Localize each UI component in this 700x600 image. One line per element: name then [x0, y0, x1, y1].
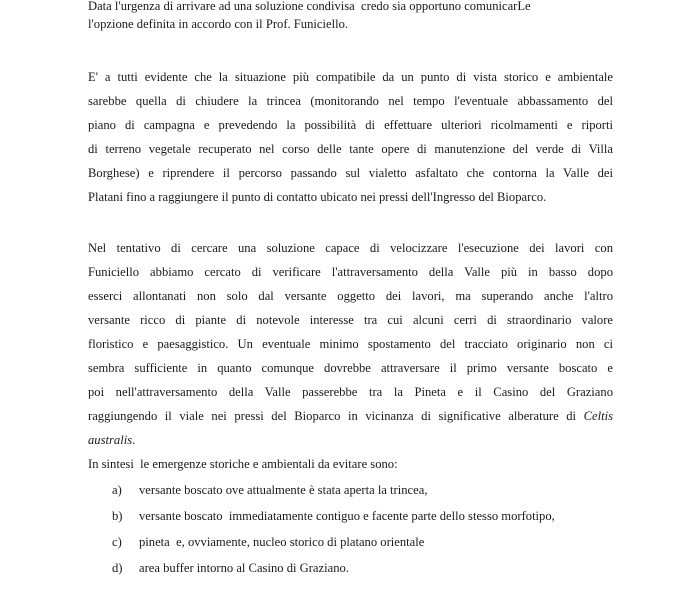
paragraph-2-line-2: sarebbe quella di chiudere la trincea (monitorando nel tempo l'eventuale abbassamento del — [88, 94, 613, 108]
paragraph-3-line-8-text: raggiungendo il viale nei pressi del Bioparco in vicinanza di significative alberature di — [88, 409, 577, 423]
paragraph-3-line-5: floristico e paesaggistico. Un eventuale minimo spostamento del tracciato originario non ci — [88, 337, 613, 351]
paragraph-3-line-9-tail: . — [132, 433, 136, 447]
list-item-text: versante boscato immediatamente contiguo e facente parte dello stesso morfotipo, — [139, 509, 555, 523]
species-epithet: australis — [88, 433, 133, 447]
paragraph-3-line-2: Funiciello abbiamo cercato di verificare l'attraversamento della Valle più in basso dopo — [88, 265, 613, 279]
paragraph-2-line-1: E' a tutti evidente che la situazione più compatibile da un punto di vista storico e ambientale — [88, 70, 613, 84]
paragraph-2-line-5: Borghese) e riprendere il percorso passando sul vialetto asfaltato che contorna la Valle dei — [88, 166, 613, 180]
paragraph-3-line-8 — [88, 408, 613, 424]
paragraph-3-line-3: esserci allontanati non solo dal versante oggetto dei lavori, ma superando anche l'altro — [88, 289, 613, 303]
species-genus: Celtis — [583, 409, 613, 423]
paragraph-3-line-4: versante ricco di piante di notevole interesse tra cui alcuni cerri di straordinario valore — [88, 313, 613, 327]
paragraph-3-line-1: Nel tentativo di cercare una soluzione capace di velocizzare l'esecuzione dei lavori con — [88, 241, 613, 255]
paragraph-2-line-4: di terreno vegetale recuperato nel corso delle tante opere di manutenzione del verde di Villa — [88, 142, 613, 156]
list-marker: a) — [112, 483, 122, 497]
list-item-text: area buffer intorno al Casino di Graziano. — [139, 561, 349, 575]
paragraph-2-line-3: piano di campagna e prevedendo la possibilità di effettuare ulteriori ricolmamenti e riporti — [88, 118, 613, 132]
list-marker: d) — [112, 561, 123, 575]
list-item-text: pineta e, ovviamente, nucleo storico di platano orientale — [139, 535, 425, 549]
paragraph-3-line-9 — [88, 432, 135, 448]
summary-intro: In sintesi le emergenze storiche e ambientali da evitare sono: — [88, 457, 398, 471]
list-item-text: versante boscato ove attualmente è stata aperta la trincea, — [139, 483, 428, 497]
paragraph-2-line-6: Platani fino a raggiungere il punto di contatto ubicato nei pressi dell'Ingresso del Bioparco. — [88, 190, 547, 204]
paragraph-1-line-1: Data l'urgenza di arrivare ad una soluzione condivisa credo sia opportuno comunicarLe — [88, 0, 531, 13]
paragraph-3-line-7: poi nell'attraversamento della Valle passerebbe tra la Pineta e il Casino del Graziano — [88, 385, 613, 399]
list-marker: b) — [112, 509, 123, 523]
list-marker: c) — [112, 535, 122, 549]
paragraph-1-line-2: l'opzione definita in accordo con il Prof. Funiciello. — [88, 17, 349, 31]
paragraph-3-line-6: sembra sufficiente in quanto comunque dovrebbe attraversare il primo versante boscato e — [88, 361, 613, 375]
